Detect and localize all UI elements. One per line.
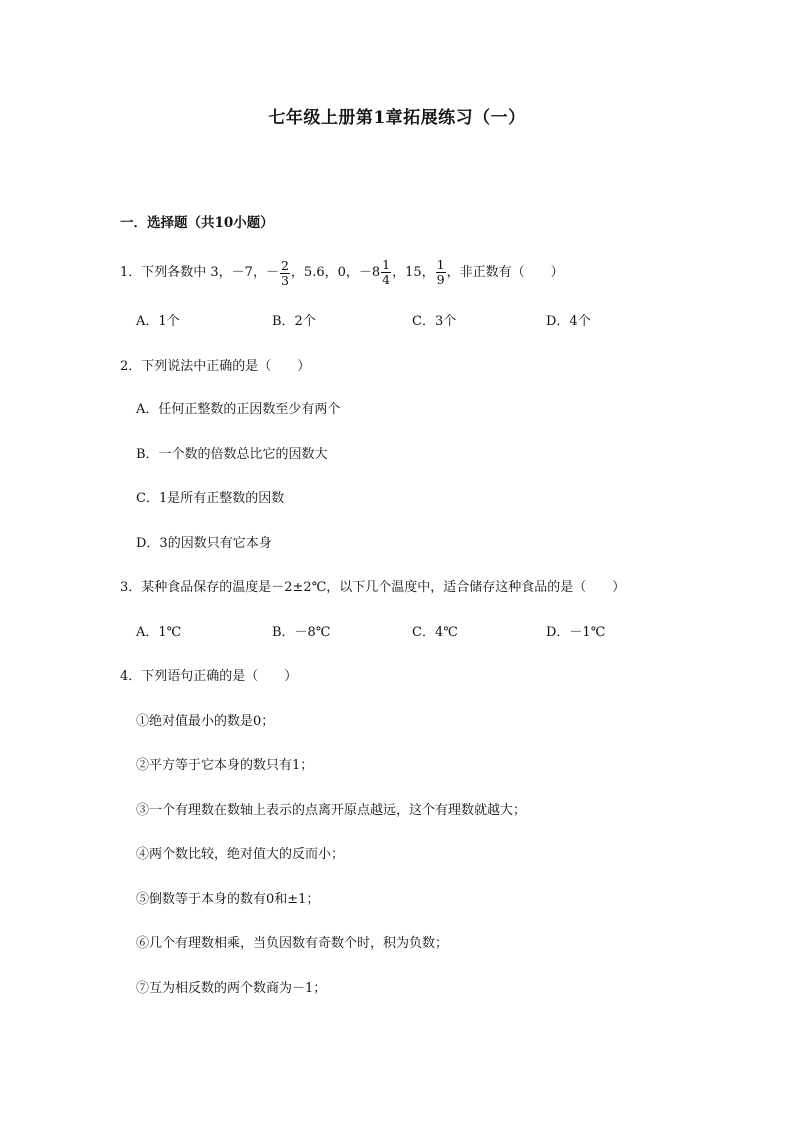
q1-prefix: 1．下列各数中 3，－7， bbox=[120, 265, 266, 280]
q1-option-a: A．1个 bbox=[136, 314, 180, 329]
q3-option-c: C．4℃ bbox=[412, 625, 458, 640]
q2-option-b: B．一个数的倍数总比它的因数大 bbox=[136, 447, 328, 462]
question-4: 4．下列语句正确的是（ ） bbox=[120, 669, 298, 684]
q3-option-b: B．－8℃ bbox=[272, 625, 331, 640]
q1-mid: ，5.6，0，－8 bbox=[290, 265, 381, 280]
q4-statement-3: ③一个有理数在数轴上表示的点离开原点越远，这个有理数就越大； bbox=[136, 803, 527, 818]
question-3: 3．某种食品保存的温度是－2±2℃，以下几个温度中，适合储存这种食品的是（ ） bbox=[120, 580, 626, 595]
q2-option-a: A．任何正整数的正因数至少有两个 bbox=[136, 402, 341, 417]
q1-suffix: ，非正数有（ ） bbox=[446, 265, 564, 280]
q1-option-c: C．3个 bbox=[412, 314, 457, 329]
section-heading: 一．选择题（共10小题） bbox=[120, 215, 274, 231]
q1-fraction-1: － $\frac{2}{3}$ bbox=[265, 257, 289, 288]
page-title: 七年级上册第1章拓展练习（一） bbox=[268, 108, 526, 128]
q2-option-c: C．1是所有正整数的因数 bbox=[136, 491, 285, 506]
q1-fraction-3: $\frac{1}{9}$ bbox=[436, 257, 445, 287]
q4-statement-7: ⑦互为相反数的两个数商为－1； bbox=[136, 981, 327, 996]
q4-statement-5: ⑤倒数等于本身的数有0和±1； bbox=[136, 892, 320, 907]
q3-option-a: A．1℃ bbox=[136, 625, 182, 640]
question-1 bbox=[120, 258, 564, 288]
q1-fraction-2: $\frac{1}{4}$ bbox=[382, 257, 391, 287]
question-2: 2．下列说法中正确的是（ ） bbox=[120, 359, 311, 374]
q1-option-b: B．2个 bbox=[272, 314, 316, 329]
q4-statement-6: ⑥几个有理数相乘，当负因数有奇数个时，积为负数； bbox=[136, 936, 449, 951]
q4-statement-2: ②平方等于它本身的数只有1； bbox=[136, 758, 314, 773]
q4-statement-1: ①绝对值最小的数是0； bbox=[136, 714, 275, 729]
q3-option-d: D．－1℃ bbox=[546, 625, 606, 640]
q1-mid2: ，15， bbox=[392, 265, 435, 280]
q4-statement-4: ④两个数比较，绝对值大的反而小； bbox=[136, 847, 345, 862]
q2-option-d: D．3的因数只有它本身 bbox=[136, 536, 272, 551]
q1-option-d: D．4个 bbox=[546, 314, 591, 329]
